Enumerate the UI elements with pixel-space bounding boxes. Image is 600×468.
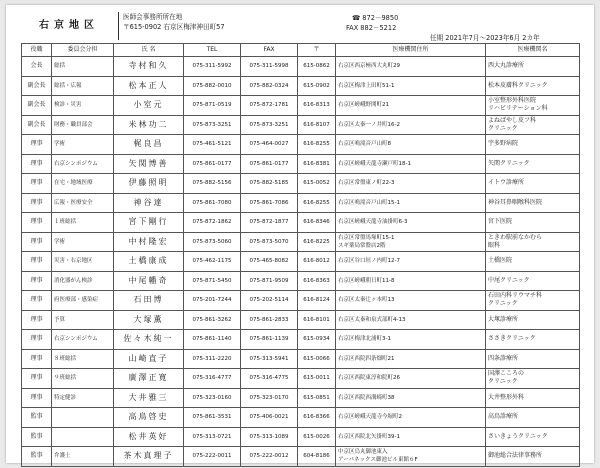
cell-address: 右京区太秦一ノ井町16-2: [336, 115, 486, 135]
cell-duty: 右京シンポジウム: [52, 154, 114, 174]
cell-tel: 075-462-1175: [184, 252, 241, 272]
table-row: [22, 213, 580, 233]
roster-page: [6, 5, 594, 463]
cell-zip: 616-8012: [298, 252, 336, 272]
cell-institution: 小室整形外科医院 リハビリテーション科: [486, 96, 580, 116]
cell-name: 伊藤照明: [114, 174, 184, 194]
cell-tel: 075-882-5156: [184, 174, 241, 194]
cell-duty: 災害・右京地区: [52, 252, 114, 272]
cell-institution: 高鳥診療所: [486, 408, 580, 428]
cell-zip: 615-0934: [298, 330, 336, 350]
cell-tel: 075-882-0010: [184, 76, 241, 96]
cell-tel: 075-871-5450: [184, 271, 241, 291]
cell-name: 中村隆宏: [114, 232, 184, 252]
cell-tel: 075-311-2220: [184, 349, 241, 369]
cell-duty: 総括・広報: [52, 76, 114, 96]
cell-tel: 075-871-0519: [184, 96, 241, 116]
cell-fax: 075-871-9509: [241, 271, 298, 291]
cell-role: 理事: [22, 193, 52, 213]
table-row: [22, 388, 580, 408]
cell-address: 右京区西院西溝崎町38: [336, 388, 486, 408]
cell-fax: 075-316-4775: [241, 369, 298, 389]
cell-address: 右京区太秦辻ヶ本町13: [336, 291, 486, 311]
cell-role: 理事: [22, 388, 52, 408]
cell-duty: 府医療部・感染症: [52, 291, 114, 311]
cell-name: 寺村和久: [114, 57, 184, 77]
cell-fax: 075-882-5185: [241, 174, 298, 194]
cell-institution: 土橋医院: [486, 252, 580, 272]
cell-institution: 大井整形外科: [486, 388, 580, 408]
cell-duty: 弁護士: [52, 447, 114, 467]
column-header-zip: 〒: [298, 44, 336, 57]
table-row: [22, 447, 580, 467]
cell-address: 右京区嵯峨天龍寺今堀町2: [336, 408, 486, 428]
cell-zip: 616-8366: [298, 408, 336, 428]
cell-address: 右京区嵯峨天龍寺瀬戸町18-1: [336, 154, 486, 174]
cell-fax: 075-882-0324: [241, 76, 298, 96]
cell-fax: 075-861-0177: [241, 154, 298, 174]
cell-duty: 特定健診: [52, 388, 114, 408]
cell-address: 右京区西院東淳和院町26: [336, 369, 486, 389]
cell-address: 右京区鳴滝音戸山町8: [336, 135, 486, 155]
cell-fax: 075-311-5998: [241, 57, 298, 77]
table-row: [22, 174, 580, 194]
cell-zip: 616-8101: [298, 310, 336, 330]
cell-name: 松井英好: [114, 427, 184, 447]
page-header: [6, 5, 594, 45]
cell-name: 大井雅三: [114, 388, 184, 408]
cell-institution: ときわ駅前なかむら 眼科: [486, 232, 580, 252]
cell-role: 理事: [22, 369, 52, 389]
cell-institution: 松本皮膚科クリニック: [486, 76, 580, 96]
cell-role: 理事: [22, 174, 52, 194]
cell-zip: 616-8363: [298, 271, 336, 291]
column-header-fax: FAX: [241, 44, 298, 57]
cell-fax: 075-323-0170: [241, 388, 298, 408]
cell-institution: 国澤こころの クリニック: [486, 369, 580, 389]
cell-name: 石田博: [114, 291, 184, 311]
column-header-duty: 委員会分担: [52, 44, 114, 57]
table-row: [22, 427, 580, 447]
cell-zip: 604-8186: [298, 447, 336, 467]
table-row: [22, 135, 580, 155]
term-of-office: 任期 2021年7月～2023年6月 2カ年: [430, 34, 540, 42]
cell-address: 右京区常盤東ノ町22-3: [336, 174, 486, 194]
cell-tel: 075-313-0721: [184, 427, 241, 447]
table-row: [22, 271, 580, 291]
table-row: [22, 408, 580, 428]
cell-fax: 075-464-0027: [241, 135, 298, 155]
cell-tel: 075-861-3531: [184, 408, 241, 428]
cell-institution: 神谷耳鼻咽喉科医院: [486, 193, 580, 213]
cell-address: 右京区常盤馬塚町15-1 スギ薬局常盤店2階: [336, 232, 486, 252]
cell-role: 理事: [22, 154, 52, 174]
cell-name: 神谷達: [114, 193, 184, 213]
table-header-row: [22, 44, 580, 57]
cell-institution: 石田内科リウマチ科 クリニック: [486, 291, 580, 311]
officer-table: [21, 43, 580, 467]
cell-role: 副会長: [22, 76, 52, 96]
cell-fax: 075-313-5941: [241, 349, 298, 369]
cell-address: 右京区西院北矢掛町39-1: [336, 427, 486, 447]
cell-tel: 075-861-3262: [184, 310, 241, 330]
cell-role: 理事: [22, 213, 52, 233]
cell-address: 右京区嵯峨天龍寺油掛町6-3: [336, 213, 486, 233]
cell-role: 副会長: [22, 96, 52, 116]
cell-duty: 財務・職員部会: [52, 115, 114, 135]
table-row: [22, 330, 580, 350]
cell-role: 副会長: [22, 115, 52, 135]
column-header-role: 役職: [22, 44, 52, 57]
district-title: 右京地区: [39, 20, 99, 31]
cell-fax: 075-872-1877: [241, 213, 298, 233]
cell-name: 佐々木純一: [114, 330, 184, 350]
cell-role: 監事: [22, 427, 52, 447]
cell-duty: 予算: [52, 310, 114, 330]
cell-address: 右京区鳴滝音戸山町15-1: [336, 193, 486, 213]
cell-zip: 616-8381: [298, 154, 336, 174]
cell-name: 山崎直子: [114, 349, 184, 369]
cell-address: 中京区烏丸御池東入 アーバネックス御池ビル東館６F: [336, 447, 486, 467]
table-row: [22, 76, 580, 96]
cell-role: 理事: [22, 310, 52, 330]
cell-duty: ８班総括: [52, 349, 114, 369]
table-row: [22, 291, 580, 311]
cell-role: 理事: [22, 135, 52, 155]
column-header-institution: 医療機関名: [486, 44, 580, 57]
cell-tel: 075-873-3251: [184, 115, 241, 135]
table-row: [22, 115, 580, 135]
cell-role: 理事: [22, 330, 52, 350]
cell-role: 監事: [22, 408, 52, 428]
cell-institution: 矢関クリニック: [486, 154, 580, 174]
office-label: 医師会事務所所在地: [123, 13, 183, 21]
cell-tel: 075-861-0177: [184, 154, 241, 174]
cell-tel: 075-861-1140: [184, 330, 241, 350]
cell-fax: 075-861-7086: [241, 193, 298, 213]
cell-zip: 616-8255: [298, 135, 336, 155]
cell-zip: 615-0026: [298, 427, 336, 447]
cell-tel: 075-222-0011: [184, 447, 241, 467]
cell-tel: 075-861-7080: [184, 193, 241, 213]
cell-fax: 075-861-1139: [241, 330, 298, 350]
cell-address: 右京区谷口垣ノ内町12-7: [336, 252, 486, 272]
cell-address: 右京区西院四条畑町21: [336, 349, 486, 369]
cell-role: 理事: [22, 349, 52, 369]
cell-zip: 615-0052: [298, 174, 336, 194]
cell-name: 矢関博善: [114, 154, 184, 174]
cell-institution: 宇多野病院: [486, 135, 580, 155]
cell-fax: 075-873-3251: [241, 115, 298, 135]
cell-address: 右京区太秦和泉式部町4-13: [336, 310, 486, 330]
cell-name: 高鳥啓史: [114, 408, 184, 428]
table-row: [22, 57, 580, 77]
cell-fax: 075-873-5070: [241, 232, 298, 252]
cell-zip: 615-0066: [298, 349, 336, 369]
cell-duty: 在宅・地域医療: [52, 174, 114, 194]
cell-institution: さいきょうクリニック: [486, 427, 580, 447]
table-row: [22, 252, 580, 272]
cell-address: 右京区梅津北浦町3-1: [336, 330, 486, 350]
table-row: [22, 154, 580, 174]
cell-zip: 616-8255: [298, 193, 336, 213]
cell-duty: 右京シンポジウム: [52, 330, 114, 350]
cell-zip: 616-8107: [298, 115, 336, 135]
cell-address: 右京区西京極西大丸町29: [336, 57, 486, 77]
cell-fax: 075-872-1781: [241, 96, 298, 116]
cell-fax: 075-465-8082: [241, 252, 298, 272]
cell-institution: ささきクリニック: [486, 330, 580, 350]
cell-tel: 075-872-1862: [184, 213, 241, 233]
cell-name: 中尾幡奇: [114, 271, 184, 291]
cell-institution: 大塚診療所: [486, 310, 580, 330]
cell-zip: 616-8346: [298, 213, 336, 233]
cell-duty: １班総括: [52, 213, 114, 233]
cell-role: 会長: [22, 57, 52, 77]
cell-tel: 075-311-5992: [184, 57, 241, 77]
cell-role: 理事: [22, 232, 52, 252]
cell-zip: 615-0851: [298, 388, 336, 408]
cell-zip: 616-8225: [298, 232, 336, 252]
cell-role: 理事: [22, 271, 52, 291]
cell-address: 右京区嵯峨野開町21: [336, 96, 486, 116]
cell-institution: 四条診療所: [486, 349, 580, 369]
cell-duty: 広報・医療安全: [52, 193, 114, 213]
cell-role: 理事: [22, 252, 52, 272]
table-row: [22, 232, 580, 252]
cell-name: 梶良昌: [114, 135, 184, 155]
cell-fax: 075-222-0012: [241, 447, 298, 467]
office-tel: ☎ 872－9850: [352, 14, 399, 22]
cell-fax: 075-313-1089: [241, 427, 298, 447]
cell-tel: 075-201-7244: [184, 291, 241, 311]
cell-duty: 学術: [52, 135, 114, 155]
cell-role: 理事: [22, 291, 52, 311]
cell-fax: 075-861-2833: [241, 310, 298, 330]
cell-name: 廣澤正寛: [114, 369, 184, 389]
cell-tel: 075-323-0160: [184, 388, 241, 408]
cell-institution: 西大丸診療所: [486, 57, 580, 77]
cell-tel: 075-461-5121: [184, 135, 241, 155]
cell-fax: 075-202-5114: [241, 291, 298, 311]
table-row: [22, 96, 580, 116]
cell-zip: 615-0902: [298, 76, 336, 96]
cell-duty: 検診・災害: [52, 96, 114, 116]
cell-zip: 616-8124: [298, 291, 336, 311]
cell-duty: ９班総括: [52, 369, 114, 389]
table-row: [22, 310, 580, 330]
cell-duty: 総括: [52, 57, 114, 77]
office-address: 〒615-0902 右京区梅津神田町57: [123, 23, 225, 31]
table-row: [22, 369, 580, 389]
cell-duty: 消化器がん検診: [52, 271, 114, 291]
cell-role: 監事: [22, 447, 52, 467]
cell-zip: 615-0862: [298, 57, 336, 77]
cell-tel: 075-873-5060: [184, 232, 241, 252]
cell-duty: [52, 408, 114, 428]
cell-address: 右京区嵯峨朝日町11-8: [336, 271, 486, 291]
contact-info: [346, 13, 398, 33]
cell-name: 米林功二: [114, 115, 184, 135]
column-header-tel: TEL: [184, 44, 241, 57]
office-fax: FAX 882－5212: [346, 24, 397, 32]
column-header-address: 医療機関住所: [336, 44, 486, 57]
cell-name: 宮下剛行: [114, 213, 184, 233]
cell-zip: 615-0011: [298, 369, 336, 389]
cell-institution: 中尾クリニック: [486, 271, 580, 291]
cell-name: 土橋康成: [114, 252, 184, 272]
cell-tel: 075-316-4777: [184, 369, 241, 389]
cell-institution: 宮下医院: [486, 213, 580, 233]
cell-institution: イトウ診療所: [486, 174, 580, 194]
cell-duty: [52, 427, 114, 447]
cell-address: 右京区梅津上田町51-1: [336, 76, 486, 96]
table-row: [22, 349, 580, 369]
office-info: [118, 12, 323, 40]
cell-name: 茶木真理子: [114, 447, 184, 467]
cell-name: 大塚薫: [114, 310, 184, 330]
column-header-name: 氏 名: [114, 44, 184, 57]
cell-institution: よねばやし皮フ科 クリニック: [486, 115, 580, 135]
table-body: [22, 57, 580, 467]
cell-name: 松本正人: [114, 76, 184, 96]
cell-name: 小室元: [114, 96, 184, 116]
cell-duty: 学術: [52, 232, 114, 252]
table-row: [22, 193, 580, 213]
cell-fax: 075-406-0021: [241, 408, 298, 428]
cell-institution: 御池総合法律事務所: [486, 447, 580, 467]
cell-zip: 616-8313: [298, 96, 336, 116]
